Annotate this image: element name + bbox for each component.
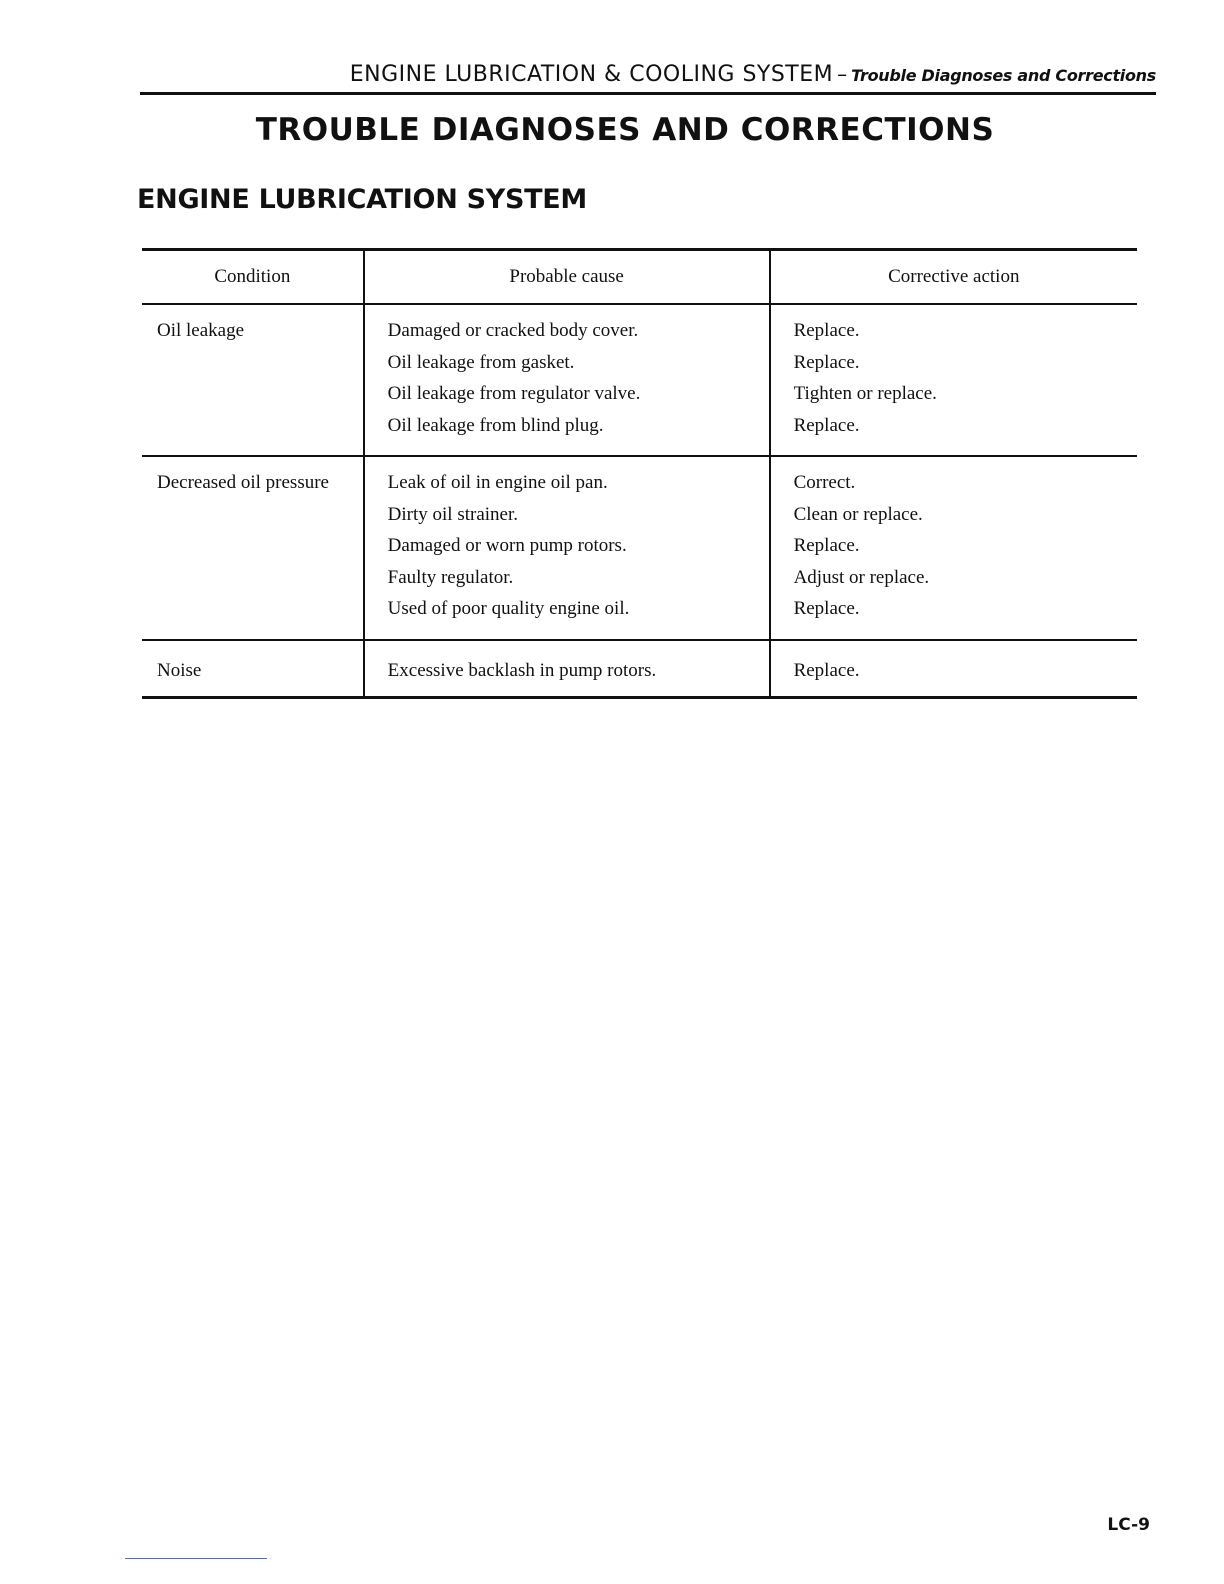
cause-item: Oil leakage from regulator valve.	[387, 383, 641, 404]
table-row	[142, 640, 1137, 698]
cause-item: Oil leakage from gasket.	[387, 351, 575, 373]
action-cell	[770, 456, 1137, 640]
condition-cell	[142, 456, 364, 640]
action-item: Tighten or replace.	[793, 383, 937, 404]
page-number: LC-9	[1107, 1515, 1150, 1535]
cause-cell	[364, 640, 770, 698]
header-rule	[140, 92, 1156, 95]
cause-item: Damaged or worn pump rotors.	[387, 535, 627, 556]
action-item: Replace.	[793, 414, 860, 436]
table-header-row	[142, 250, 1137, 305]
action-item: Replace.	[793, 351, 860, 373]
condition-text: Decreased oil pressure	[157, 472, 329, 493]
action-item: Correct.	[793, 472, 856, 493]
condition-text: Oil leakage	[157, 320, 245, 341]
header-section-title: ENGINE LUBRICATION & COOLING SYSTEM	[349, 62, 834, 87]
section-heading: ENGINE LUBRICATION SYSTEM	[137, 184, 587, 215]
action-item: Adjust or replace.	[793, 566, 930, 588]
trouble-diagnosis-table	[142, 248, 1137, 699]
cause-cell	[364, 304, 770, 456]
page-title: TROUBLE DIAGNOSES AND CORRECTIONS	[255, 112, 995, 148]
condition-cell	[142, 304, 364, 456]
table-row	[142, 304, 1137, 456]
action-item: Replace.	[793, 659, 860, 681]
cause-item: Excessive backlash in pump rotors.	[387, 659, 657, 681]
cause-item: Faulty regulator.	[387, 566, 514, 588]
column-header-corrective-action: Corrective action	[770, 250, 1137, 305]
header-dash: –	[837, 62, 848, 86]
action-item: Replace.	[793, 535, 860, 556]
condition-text: Noise	[157, 659, 202, 681]
cause-item: Oil leakage from blind plug.	[387, 414, 604, 436]
cause-item: Used of poor quality engine oil.	[387, 598, 630, 619]
table-row	[142, 456, 1137, 640]
action-item: Replace.	[793, 320, 860, 341]
condition-cell	[142, 640, 364, 698]
header-subsection-title: Trouble Diagnoses and Corrections	[851, 66, 1156, 85]
column-header-probable-cause: Probable cause	[364, 250, 770, 305]
action-cell	[770, 304, 1137, 456]
action-item: Replace.	[793, 598, 860, 619]
action-cell	[770, 640, 1137, 698]
column-header-condition: Condition	[142, 250, 364, 305]
action-item: Clean or replace.	[793, 503, 923, 525]
cause-item: Dirty oil strainer.	[387, 503, 519, 525]
cause-cell	[364, 456, 770, 640]
running-header	[140, 62, 1156, 87]
cause-item: Leak of oil in engine oil pan.	[387, 472, 608, 493]
cause-item: Damaged or cracked body cover.	[387, 320, 639, 341]
footer-mark	[125, 1558, 267, 1559]
